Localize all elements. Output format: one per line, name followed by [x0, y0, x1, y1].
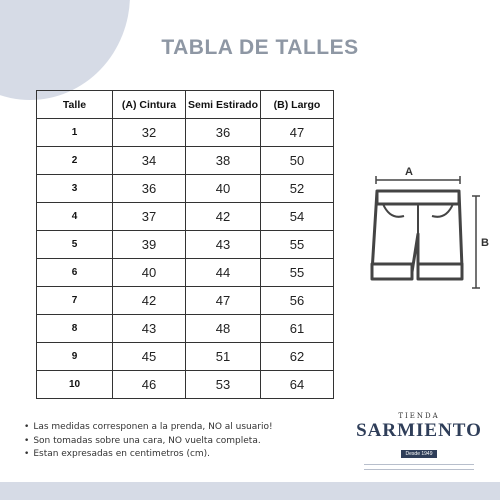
measure-b-line: [472, 196, 480, 288]
cell-semi-estirado: 43: [186, 231, 261, 259]
cell-largo: 64: [261, 371, 334, 399]
note-item: • Las medidas corresponen a la prenda, NO al usuario!: [24, 422, 273, 432]
note-text: Son tomadas sobre una cara, NO vuelta completa.: [33, 435, 261, 446]
note-item: • Estan expresadas en centimetros (cm).: [24, 449, 211, 459]
cell-talle: 8: [37, 315, 113, 343]
cell-semi-estirado: 53: [186, 371, 261, 399]
table-row: [37, 203, 334, 231]
table-header-row: [37, 91, 334, 119]
measure-a-line: [376, 176, 460, 184]
cell-cintura: 45: [113, 343, 186, 371]
header-cintura: (A) Cintura: [113, 91, 186, 119]
table-row: [37, 147, 334, 175]
table-row: [37, 259, 334, 287]
cell-cintura: 34: [113, 147, 186, 175]
table-row: [37, 371, 334, 399]
cell-largo: 62: [261, 343, 334, 371]
cell-semi-estirado: 36: [186, 119, 261, 147]
logo-name: SARMIENTO: [356, 420, 482, 441]
cell-cintura: 37: [113, 203, 186, 231]
cell-largo: 47: [261, 119, 334, 147]
cell-semi-estirado: 47: [186, 287, 261, 315]
cell-talle: 6: [37, 259, 113, 287]
cell-talle: 7: [37, 287, 113, 315]
cell-semi-estirado: 38: [186, 147, 261, 175]
table-row: [37, 315, 334, 343]
cell-talle: 9: [37, 343, 113, 371]
logo-top-text: TIENDA: [398, 412, 440, 420]
cell-cintura: 32: [113, 119, 186, 147]
page-title: TABLA DE TALLES: [161, 36, 359, 59]
brand-logo: [354, 412, 484, 472]
cell-cintura: 43: [113, 315, 186, 343]
shorts-icon: [372, 191, 462, 279]
table-row: [37, 175, 334, 203]
cell-cintura: 36: [113, 175, 186, 203]
cell-cintura: 42: [113, 287, 186, 315]
cell-largo: 55: [261, 259, 334, 287]
cell-talle: 3: [37, 175, 113, 203]
cell-semi-estirado: 44: [186, 259, 261, 287]
notes-list: [24, 421, 273, 462]
cell-largo: 54: [261, 203, 334, 231]
cell-talle: 10: [37, 371, 113, 399]
logo-rule: [364, 464, 474, 470]
cell-talle: 1: [37, 119, 113, 147]
cell-largo: 52: [261, 175, 334, 203]
measure-b-label: B: [481, 237, 489, 249]
cell-talle: 2: [37, 147, 113, 175]
cell-largo: 50: [261, 147, 334, 175]
cell-cintura: 46: [113, 371, 186, 399]
cell-largo: 55: [261, 231, 334, 259]
cell-cintura: 39: [113, 231, 186, 259]
cell-largo: 61: [261, 315, 334, 343]
table-row: [37, 343, 334, 371]
table-row: [37, 119, 334, 147]
note-text: Las medidas corresponen a la prenda, NO al usuario!: [33, 422, 273, 432]
size-table: [36, 90, 334, 399]
cell-semi-estirado: 51: [186, 343, 261, 371]
cell-cintura: 40: [113, 259, 186, 287]
cell-semi-estirado: 48: [186, 315, 261, 343]
cell-largo: 56: [261, 287, 334, 315]
table-row: [37, 231, 334, 259]
header-semi-estirado: Semi Estirado: [186, 91, 261, 119]
bottom-band: [0, 482, 500, 500]
shorts-diagram: [360, 160, 500, 300]
cell-talle: 5: [37, 231, 113, 259]
header-talle: Talle: [37, 91, 113, 119]
note-item: • Son tomadas sobre una cara, NO vuelta completa.: [24, 435, 261, 446]
cell-talle: 4: [37, 203, 113, 231]
cell-semi-estirado: 40: [186, 175, 261, 203]
header-largo: (B) Largo: [261, 91, 334, 119]
logo-tagline: Desde 1949: [401, 450, 438, 458]
measure-a-label: A: [405, 166, 413, 178]
table-row: [37, 287, 334, 315]
note-text: Estan expresadas en centimetros (cm).: [33, 449, 211, 459]
cell-semi-estirado: 42: [186, 203, 261, 231]
